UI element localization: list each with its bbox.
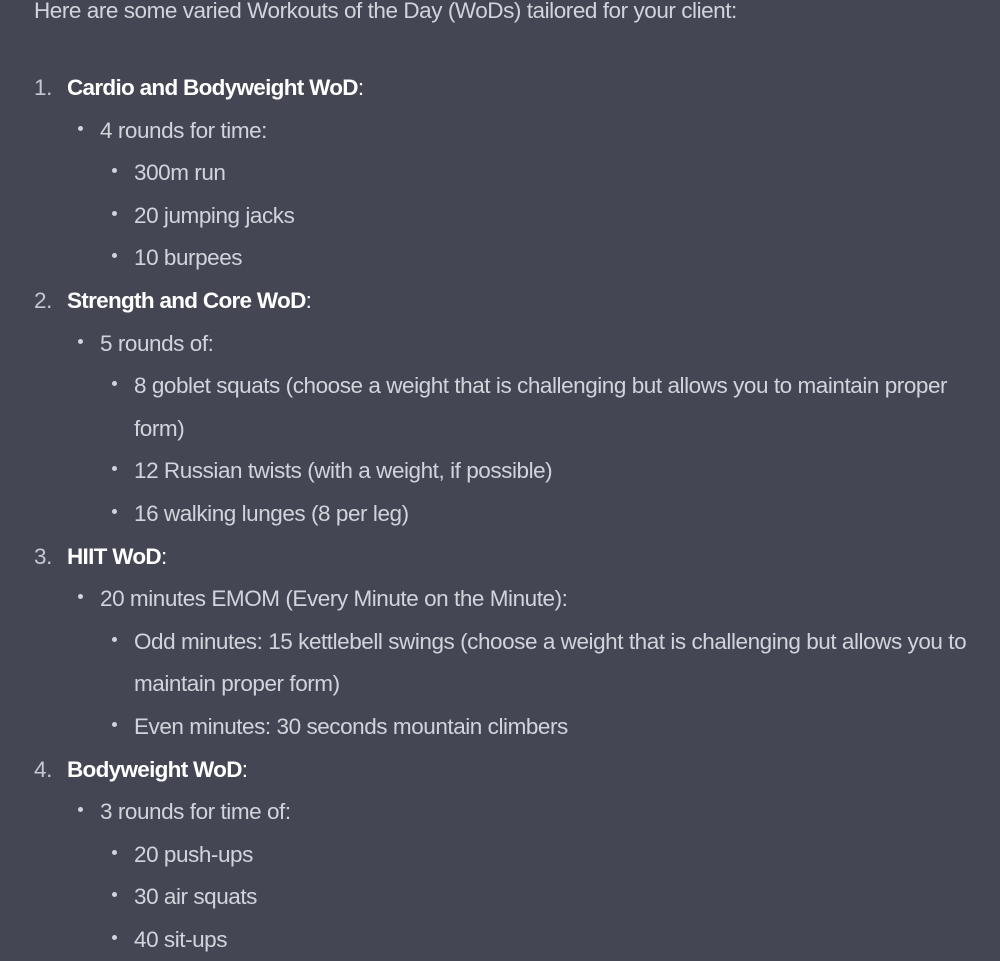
wod-scheme-list — [34, 323, 1000, 536]
exercise-list — [100, 834, 1000, 961]
exercise-item — [100, 876, 1000, 919]
wod-scheme — [34, 323, 1000, 536]
wod-number: 2. — [34, 280, 67, 323]
exercise-item — [100, 919, 1000, 961]
intro-text: Here are some varied Workouts of the Day (WoDs) tailored for your client: — [34, 0, 737, 27]
wod-scheme-text: 5 rounds of: — [100, 331, 213, 356]
bullet-icon — [112, 892, 117, 897]
bullet-icon — [112, 722, 117, 727]
bullet-icon — [112, 253, 117, 258]
wod-heading: 3. HIIT WoD: — [34, 536, 1000, 579]
wod-title: Bodyweight WoD — [67, 757, 242, 782]
bullet-icon — [112, 211, 117, 216]
exercise-item — [100, 365, 1000, 450]
wod-scheme — [34, 578, 1000, 748]
wod-scheme-list — [34, 578, 1000, 748]
exercise-list — [100, 621, 1000, 749]
exercise-text: 12 Russian twists (with a weight, if possible) — [134, 450, 1000, 493]
bullet-icon — [112, 466, 117, 471]
bullet-icon — [112, 935, 117, 940]
wod-item — [34, 280, 1000, 536]
bullet-icon — [112, 850, 117, 855]
bullet-icon — [78, 126, 83, 131]
wod-title: HIIT WoD — [67, 544, 161, 569]
wod-title: Strength and Core WoD — [67, 288, 306, 313]
wod-heading: 4. Bodyweight WoD: — [34, 749, 1000, 792]
wod-scheme-text: 4 rounds for time: — [100, 118, 267, 143]
exercise-list — [100, 152, 1000, 280]
wod-list — [34, 67, 1000, 961]
exercise-text: 30 air squats — [134, 876, 1000, 919]
exercise-text: 16 walking lunges (8 per leg) — [134, 493, 1000, 536]
wod-scheme — [34, 110, 1000, 280]
bullet-icon — [112, 637, 117, 642]
wod-scheme — [34, 791, 1000, 961]
wod-number: 1. — [34, 67, 67, 110]
exercise-item — [100, 152, 1000, 195]
exercise-text: Odd minutes: 15 kettlebell swings (choose a weight that is challenging but allows you to maintain proper form) — [134, 621, 1000, 706]
wod-item — [34, 536, 1000, 749]
exercise-item — [100, 237, 1000, 280]
wod-item — [34, 67, 1000, 280]
exercise-item — [100, 834, 1000, 877]
wod-heading: 1. Cardio and Bodyweight WoD: — [34, 67, 1000, 110]
wod-scheme-text: 20 minutes EMOM (Every Minute on the Minute): — [100, 586, 567, 611]
wod-scheme-list — [34, 791, 1000, 961]
wod-number: 3. — [34, 536, 67, 579]
bullet-icon — [112, 168, 117, 173]
exercise-item — [100, 706, 1000, 749]
exercise-text: 40 sit-ups — [134, 919, 1000, 961]
wod-number: 4. — [34, 749, 67, 792]
exercise-item — [100, 450, 1000, 493]
bullet-icon — [78, 339, 83, 344]
wod-title: Cardio and Bodyweight WoD — [67, 75, 358, 100]
wod-scheme-list — [34, 110, 1000, 280]
exercise-list — [100, 365, 1000, 535]
exercise-item — [100, 195, 1000, 238]
wod-heading: 2. Strength and Core WoD: — [34, 280, 1000, 323]
exercise-text: Even minutes: 30 seconds mountain climbers — [134, 706, 1000, 749]
wod-scheme-text: 3 rounds for time of: — [100, 799, 291, 824]
exercise-item — [100, 621, 1000, 706]
bullet-icon — [78, 594, 83, 599]
exercise-item — [100, 493, 1000, 536]
exercise-text: 8 goblet squats (choose a weight that is challenging but allows you to maintain proper form) — [134, 365, 1000, 450]
exercise-text: 20 jumping jacks — [134, 195, 1000, 238]
bullet-icon — [78, 807, 83, 812]
exercise-text: 300m run — [134, 152, 1000, 195]
bullet-icon — [112, 381, 117, 386]
bullet-icon — [112, 509, 117, 514]
wod-item — [34, 749, 1000, 961]
exercise-text: 10 burpees — [134, 237, 1000, 280]
exercise-text: 20 push-ups — [134, 834, 1000, 877]
